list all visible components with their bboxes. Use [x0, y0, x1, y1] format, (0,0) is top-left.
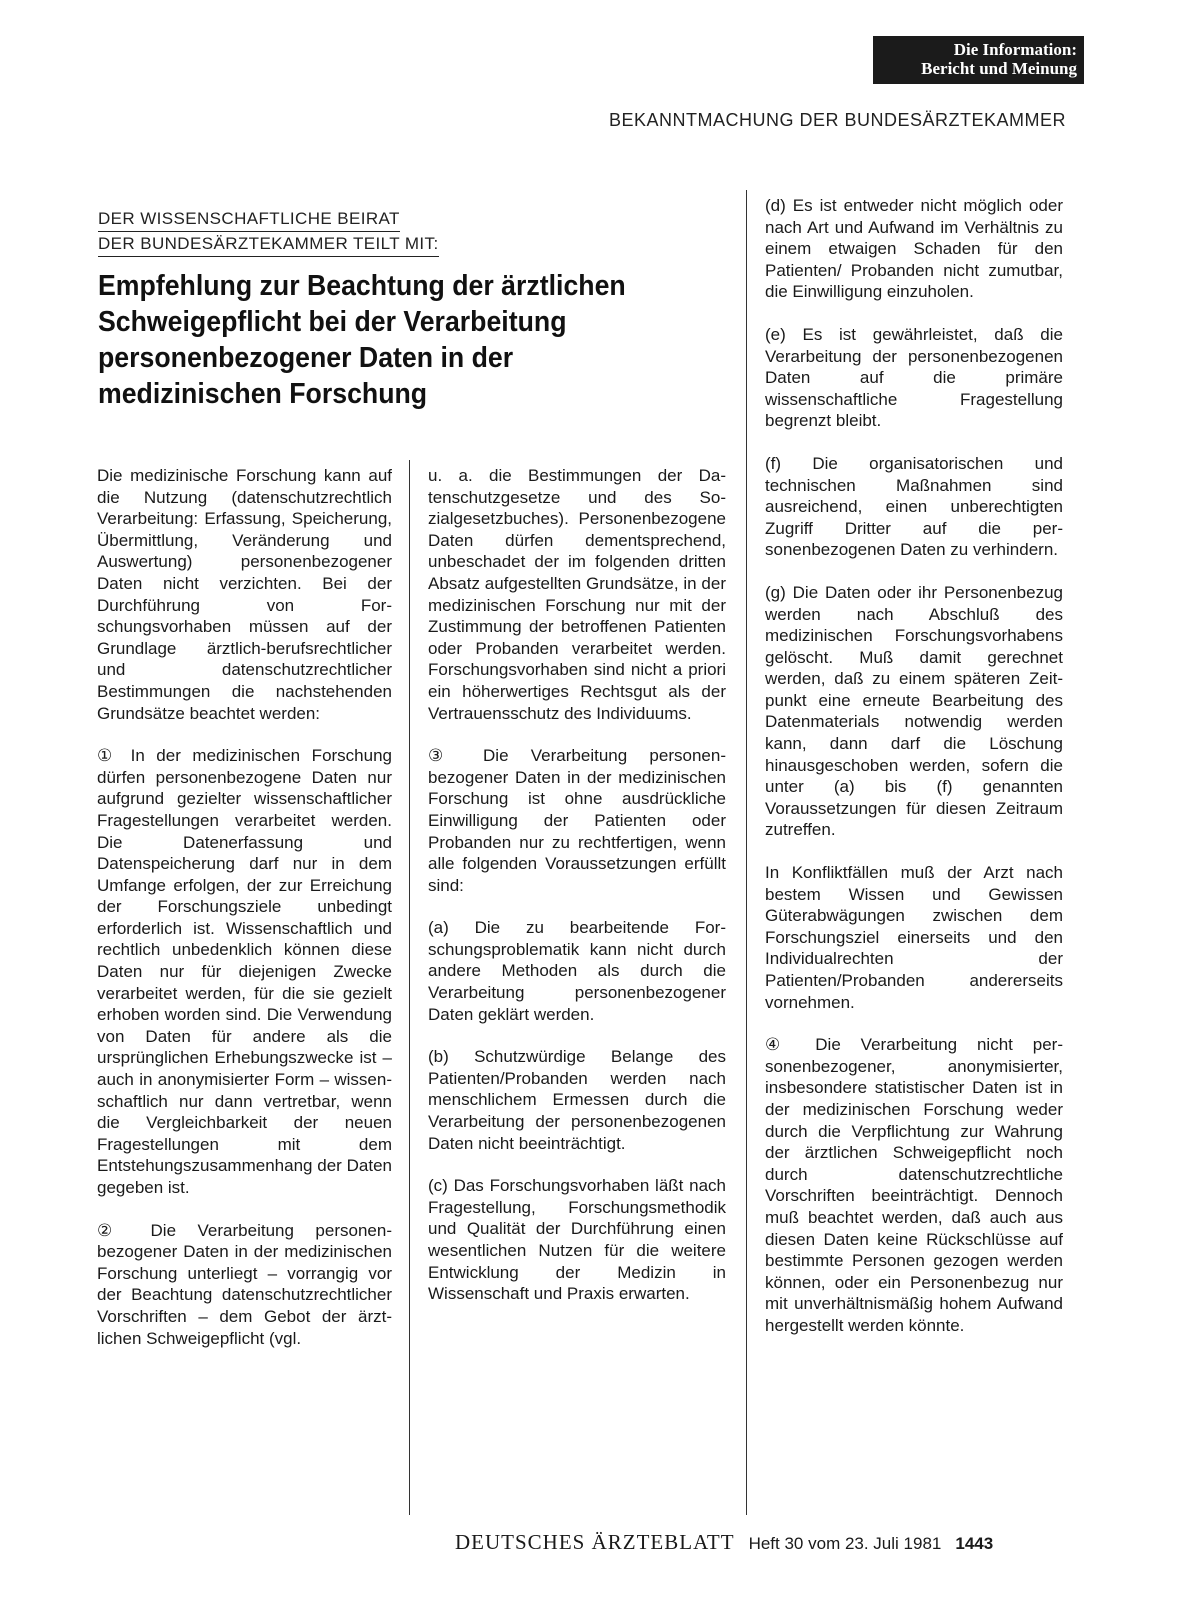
text-column-2: [428, 465, 726, 1326]
page-title: Empfehlung zur Beachtung der ärztlichen Schweigepflicht bei der Verarbeitung personenbezogener Daten in der medizinischen Forschung: [98, 270, 626, 410]
paragraph: (b) Schutzwürdige Belange des Patienten/Probanden werden nach menschlichem Ermessen durch die Verarbeitung der personenbezogenen Daten nicht beeinträchtigt.: [428, 1047, 726, 1153]
column-divider: [409, 460, 410, 1515]
kicker-line-2: DER BUNDESÄRZTEKAMMER TEILT MIT:: [98, 232, 439, 257]
paragraph: (g) Die Daten oder ihr Personenbezug werden nach Abschluß des medizinischen Forschungsvorhabens gelöscht. Muß damit gerechnet werden, daß zu einem späteren Zeitpunkt eine erneute Bearbeitung des Datenmaterials notwendig werden kann, dann darf die Löschung hinausgeschoben werden, sofern die unter (a) bis (f) genannten Voraussetzungen für diesen Zeitraum zutreffen.: [765, 582, 1063, 840]
issue-info: Heft 30 vom 23. Juli 1981: [748, 1534, 942, 1553]
kicker-line-1: DER WISSENSCHAFTLICHE BEIRAT: [98, 207, 400, 232]
page-footer: [455, 1530, 1085, 1555]
section-label: BEKANNTMACHUNG DER BUNDESÄRZTEKAMMER: [608, 110, 1066, 130]
kicker: [98, 207, 558, 257]
column-divider: [746, 190, 747, 1515]
paragraph: In Konfliktfällen muß der Arzt nach bestem Wissen und Gewissen Güterabwägungen zwischen dem Forschungsziel einerseits und den Individualrechten der Patienten/Probanden andererseits vornehmen.: [765, 863, 1063, 1012]
paragraph: (f) Die organisatorischen und technischen Maßnahmen sind ausreichend, einen unberechtigten Zugriff Dritter auf die personenbezogenen Daten zu verhindern.: [765, 453, 1063, 560]
page-number: 1443: [955, 1534, 994, 1553]
paragraph: Die medizinische Forschung kann auf die Nutzung (datenschutzrechtlich Verarbeitung: Erfassung, Speicherung, Übermittlung, Veränderung und Auswertung) personenbezogener Daten nicht verzichten. Bei der Durchführung von Forschungsvorhaben müssen auf der Grundlage ärztlich-berufsrechtlicher und datenschutzrechtlicher Bestimmungen die nachstehenden Grundsätze beachtet werden:: [97, 466, 392, 723]
badge-line-2: Bericht und Meinung: [921, 59, 1077, 78]
paragraph: ③ Die Verarbeitung personenbezogener Daten in der medizinischen Forschung ist ohne ausdrückliche Einwilligung der Patienten oder Probanden nur zu rechtfertigen, wenn alle folgenden Voraussetzungen erfüllt sind:: [428, 746, 726, 895]
journal-name: DEUTSCHES ÄRZTEBLATT: [455, 1530, 735, 1554]
paragraph: ④ Die Verarbeitung nicht personenbezogener, anonymisierter, insbesondere statistischer Daten ist in der medizinischen Forschung weder durch die Verpflichtung zur Wahrung der ärztlichen Schweigepflicht noch durch datenschutzrechtliche Vorschriften beeinträchtigt. Dennoch muß beachtet werden, daß auch aus diesen Daten keine Rückschlüsse auf bestimmte Personen gezogen werden können, oder ein Personenbezug nur mit unverhältnismäßig hohem Aufwand hergestellt werden könnte.: [765, 1035, 1063, 1335]
paragraph: u. a. die Bestimmungen der Datenschutzgesetze und des Sozialgesetzbuches). Personenbezogene Daten dürfen dementsprechend, unbeschadet der im folgenden dritten Absatz aufgestellten Grundsätze, in der medizinischen Forschung nur mit der Zustimmung der betroffenen Patienten oder Probanden verarbeitet werden. Forschungsvorhaben sind nicht a priori ein höherwertiges Rechtsgut als der Vertrauensschutz des Individuums.: [428, 466, 726, 723]
paragraph: (c) Das Forschungsvorhaben läßt nach Fragestellung, Forschungsmethodik und Qualität der Durchführung einen wesentlichen Nutzen für die weitere Entwicklung der Medizin in Wissenschaft und Praxis erwarten.: [428, 1176, 726, 1304]
paragraph: ① In der medizinischen Forschung dürfen personenbezogene Daten nur aufgrund gezielter wissenschaftlicher Fragestellungen verarbeitet werden. Die Datenerfassung und Datenspeicherung darf nur in dem Umfange erfolgen, der zur Erreichung der Forschungsziele unbedingt erforderlich ist. Wissenschaftlich und rechtlich unbedenklich können diese Daten nur für diejenigen Zwecke verarbeitet werden, für die sie gezielt erhoben worden sind. Die Verwendung von Daten für andere als die ursprünglichen Erhebungszwecke ist – auch in anonymisierter Form – wissenschaftlich nur dann vertretbar, wenn die Vergleichbarkeit der neuen Fragestellungen mit dem Entstehungszusammenhang der Daten gegeben ist.: [97, 746, 392, 1197]
paragraph: (e) Es ist gewährleistet, daß die Verarbeitung der personenbezogenen Daten auf die primäre wissenschaftliche Fragestellung begrenzt bleibt.: [765, 324, 1063, 431]
badge-line-1: Die Information:: [953, 40, 1077, 59]
text-column-3: [765, 195, 1063, 1358]
section-badge: [873, 36, 1084, 84]
paragraph: (a) Die zu bearbeitende Forschungsproblematik kann nicht durch andere Methoden als durch die Verarbeitung personenbezogener Daten geklärt werden.: [428, 918, 726, 1024]
paragraph: (d) Es ist entweder nicht möglich oder nach Art und Aufwand im Verhältnis zu einem etwaigen Schaden für den Patienten/ Probanden nicht zumutbar, die Einwilligung einzuholen.: [765, 196, 1063, 302]
text-column-1: [97, 465, 392, 1370]
paragraph: ② Die Verarbeitung personenbezogener Daten in der medizinischen Forschung unterliegt – vorrangig vor der Beachtung datenschutzrechtlicher Vorschriften – dem Gebot der ärztlichen Schweigepflicht (vgl.: [97, 1220, 392, 1348]
